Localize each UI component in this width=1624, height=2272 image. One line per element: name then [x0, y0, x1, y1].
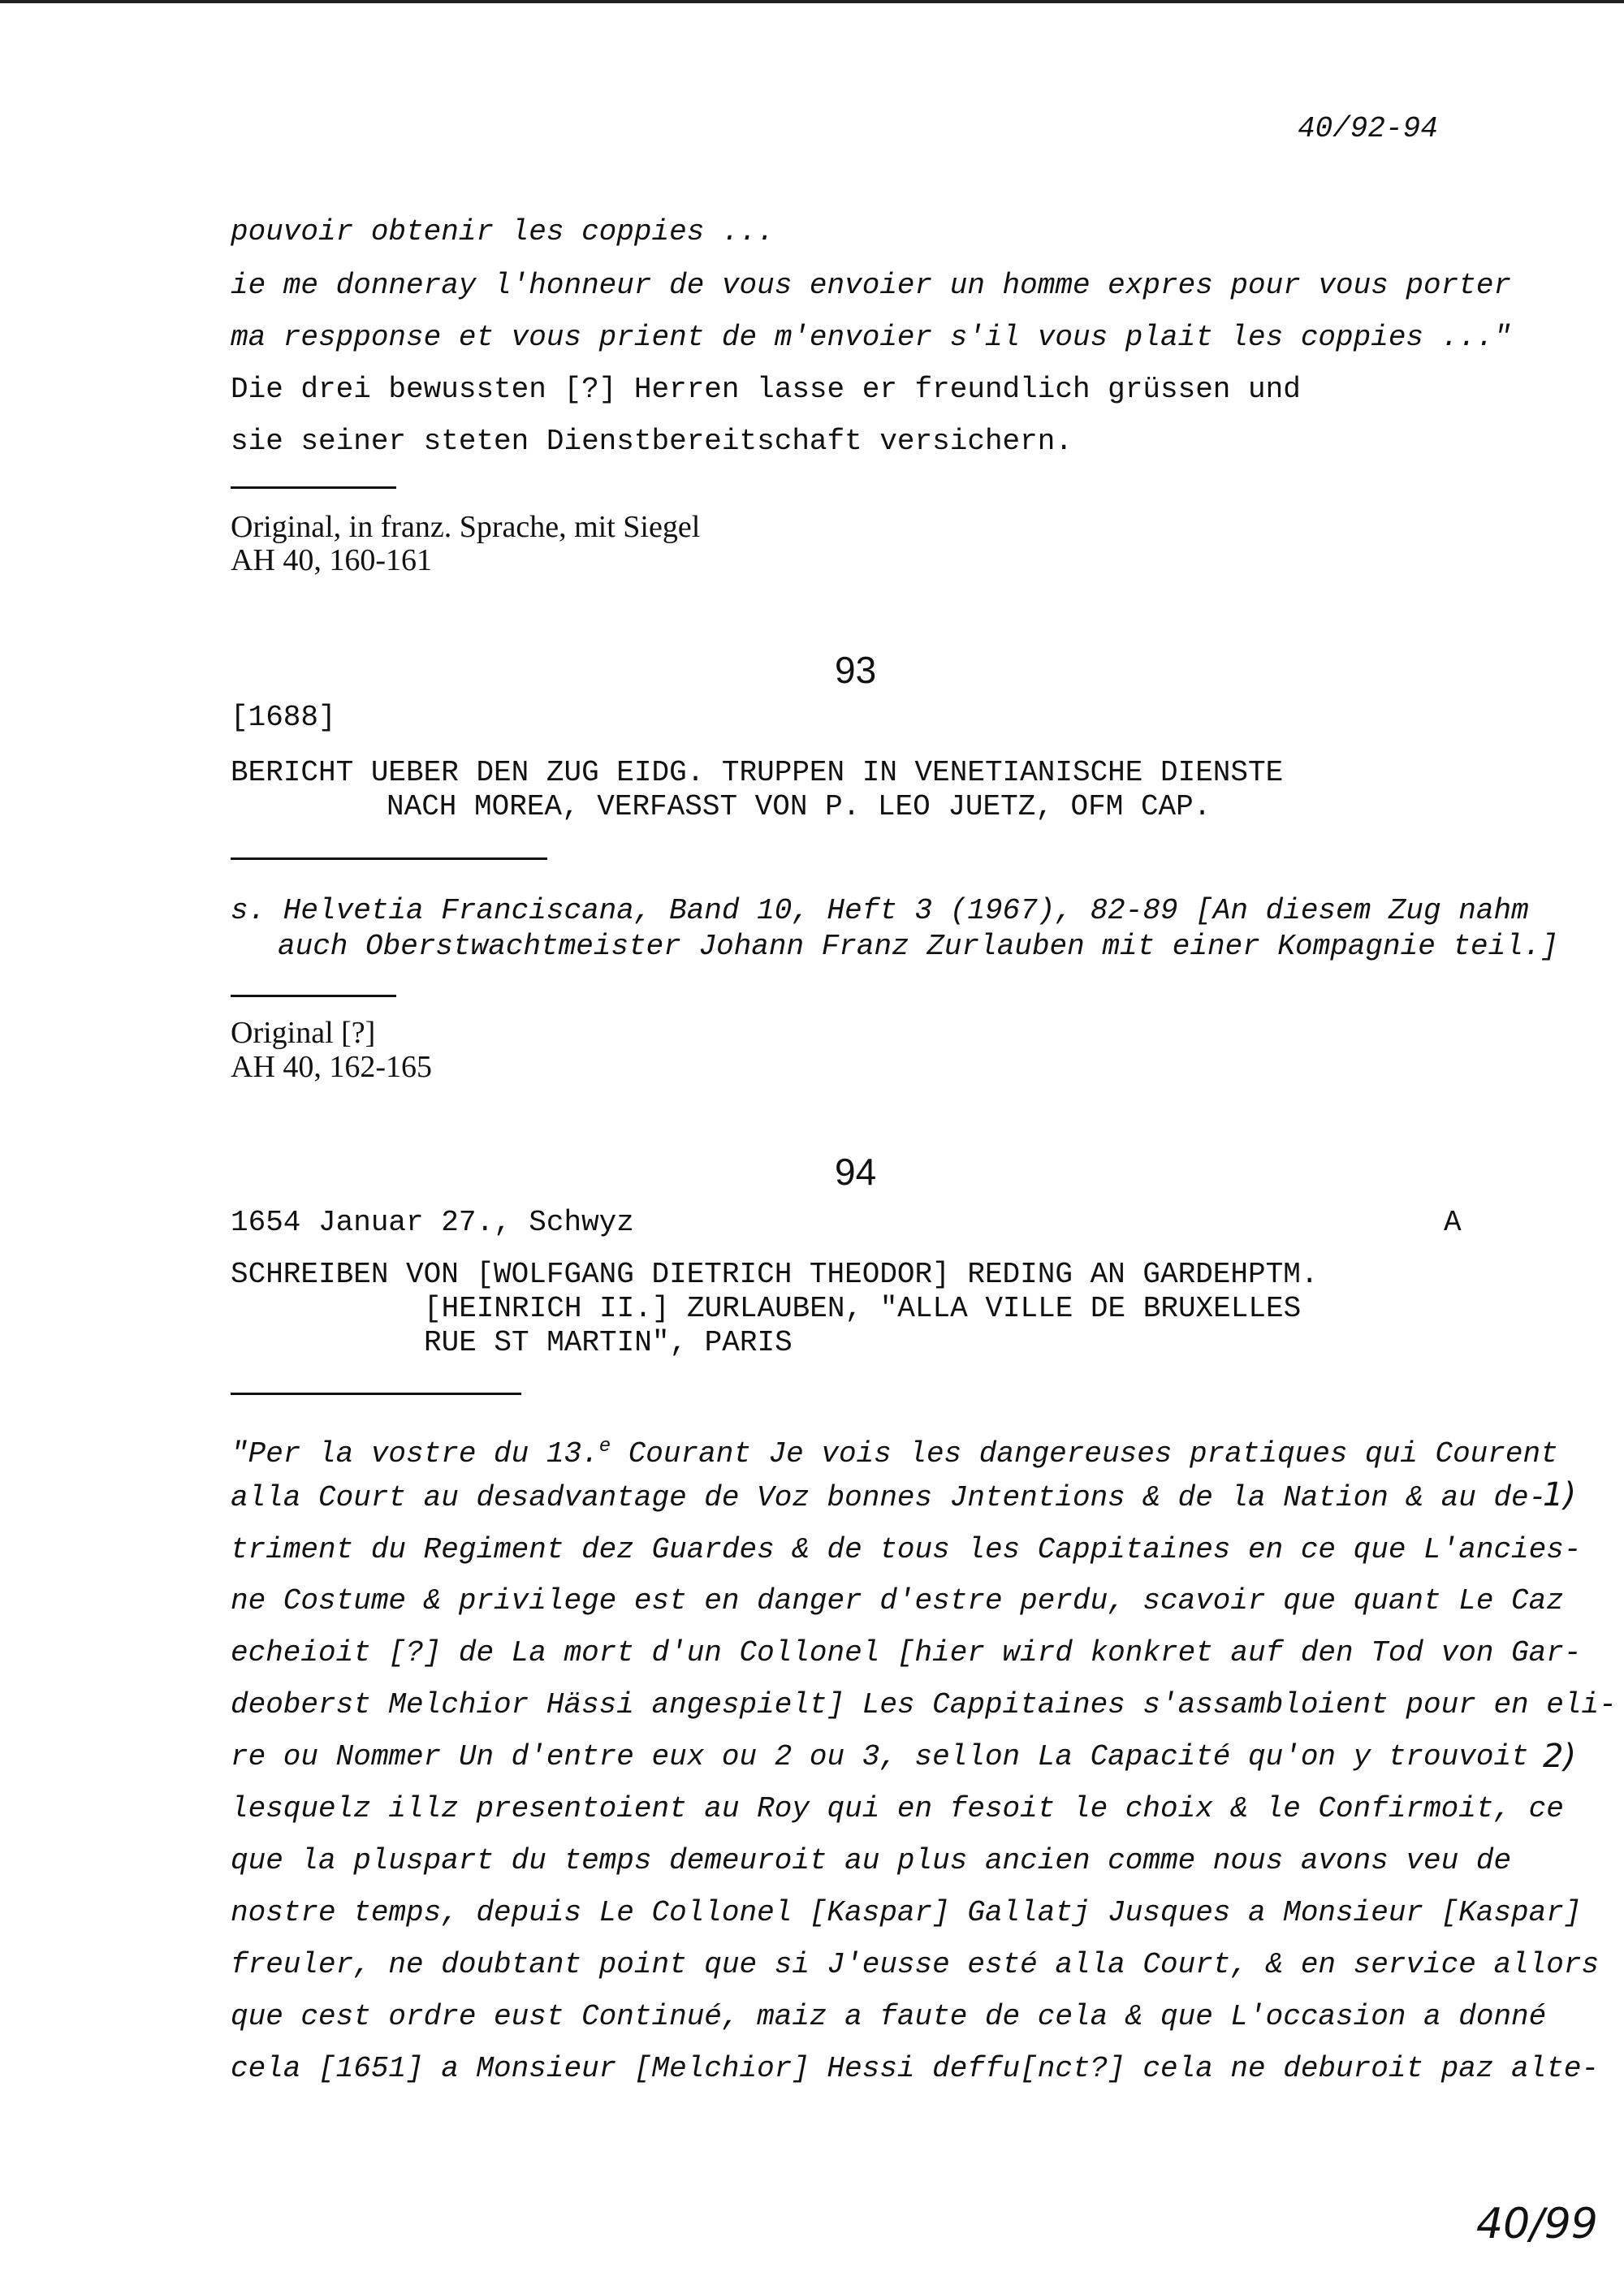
- entry-title: NACH MOREA, VERFASST VON P. LEO JUETZ, OFM CAP.: [387, 790, 1212, 823]
- continuation-line: pouvoir obtenir les coppies ...: [231, 215, 775, 248]
- source-note: Original [?]: [231, 1016, 376, 1050]
- section-rule: [231, 857, 547, 860]
- superscript: e: [598, 1436, 611, 1458]
- section-rule: [231, 995, 396, 997]
- section-rule: [231, 486, 396, 489]
- letter-text-line: triment du Regiment dez Guardes & de tous les Cappitaines en ce que L'ancies-: [231, 1533, 1582, 1566]
- letter-text-line: nostre temps, depuis Le Collonel [Kaspar] Gallatj Jusques a Monsieur [Kaspar]: [231, 1896, 1582, 1929]
- document-mark: A: [1444, 1206, 1462, 1239]
- margin-note: 2): [1543, 1738, 1577, 1775]
- continuation-line: ma respponse et vous prient de m'envoier s'il vous plait les coppies ...": [231, 321, 1512, 354]
- letter-text-line: freuler, ne doubtant point que si J'eusse esté alla Court, & en service allors: [231, 1948, 1600, 1981]
- archive-reference: AH 40, 160-161: [231, 543, 433, 577]
- page-reference: 40/92-94: [1298, 112, 1438, 145]
- top-border: [0, 0, 1624, 3]
- summary-line: Die drei bewussten [?] Herren lasse er freundlich grüssen und: [231, 373, 1301, 406]
- letter-text-line: que la pluspart du temps demeuroit au plus ancien comme nous avons veu de: [231, 1844, 1512, 1877]
- literature-note: auch Oberstwachtmeister Johann Franz Zurlauben mit einer Kompagnie teil.]: [278, 930, 1559, 963]
- letter-text-line: cela [1651] a Monsieur [Melchior] Hessi deffu[nct?] cela ne deburoit paz alte-: [231, 2052, 1600, 2085]
- entry-title: RUE ST MARTIN", PARIS: [424, 1326, 793, 1359]
- source-note: Original, in franz. Sprache, mit Siegel: [231, 510, 701, 544]
- handwritten-page-number: 40/99: [1476, 2200, 1598, 2248]
- margin-note: 1): [1543, 1476, 1577, 1514]
- entry-number: 93: [835, 649, 877, 691]
- entry-title: BERICHT UEBER DEN ZUG EIDG. TRUPPEN IN VENETIANISCHE DIENSTE: [231, 756, 1284, 789]
- continuation-line: ie me donneray l'honneur de vous envoier un homme expres pour vous porter: [231, 269, 1512, 302]
- letter-text-line: ne Costume & privilege est en danger d'estre perdu, scavoir que quant Le Caz: [231, 1584, 1564, 1618]
- letter-text-line: lesquelz illz presentoient au Roy qui en fesoit le choix & le Confirmoit, ce: [231, 1792, 1564, 1825]
- literature-note: s. Helvetia Franciscana, Band 10, Heft 3 (1967), 82-89 [An diesem Zug nahm: [231, 894, 1529, 927]
- letter-text-line: que cest ordre eust Continué, maiz a faute de cela & que L'occasion a donné: [231, 2000, 1547, 2033]
- summary-line: sie seiner steten Dienstbereitschaft versichern.: [231, 425, 1073, 458]
- letter-text-line: echeioit [?] de La mort d'un Collonel [hier wird konkret auf den Tod von Gar-: [231, 1636, 1582, 1669]
- entry-date: [1688]: [231, 701, 336, 734]
- letter-text-line: re ou Nommer Un d'entre eux ou 2 ou 3, sellon La Capacité qu'on y trouvoit: [231, 1740, 1529, 1773]
- archive-reference: AH 40, 162-165: [231, 1050, 433, 1084]
- entry-title: [HEINRICH II.] ZURLAUBEN, "ALLA VILLE DE BRUXELLES: [424, 1292, 1302, 1325]
- letter-text-line: deoberst Melchior Hässi angespielt] Les Cappitaines s'assambloient pour en eli-: [231, 1688, 1617, 1721]
- letter-text-rest: Courant Je vois les dangereuses pratiques qui Courent: [611, 1437, 1558, 1471]
- letter-text-start: "Per la vostre du 13.: [231, 1437, 599, 1471]
- section-rule: [231, 1393, 521, 1395]
- entry-title: SCHREIBEN VON [WOLFGANG DIETRICH THEODOR] REDING AN GARDEHPTM.: [231, 1258, 1319, 1291]
- entry-date: 1654 Januar 27., Schwyz: [231, 1206, 634, 1239]
- letter-text-line: alla Court au desadvantage de Voz bonnes Jntentions & de la Nation & au de-: [231, 1481, 1547, 1514]
- letter-text-line: [231, 1429, 1558, 1472]
- entry-number: 94: [835, 1151, 877, 1193]
